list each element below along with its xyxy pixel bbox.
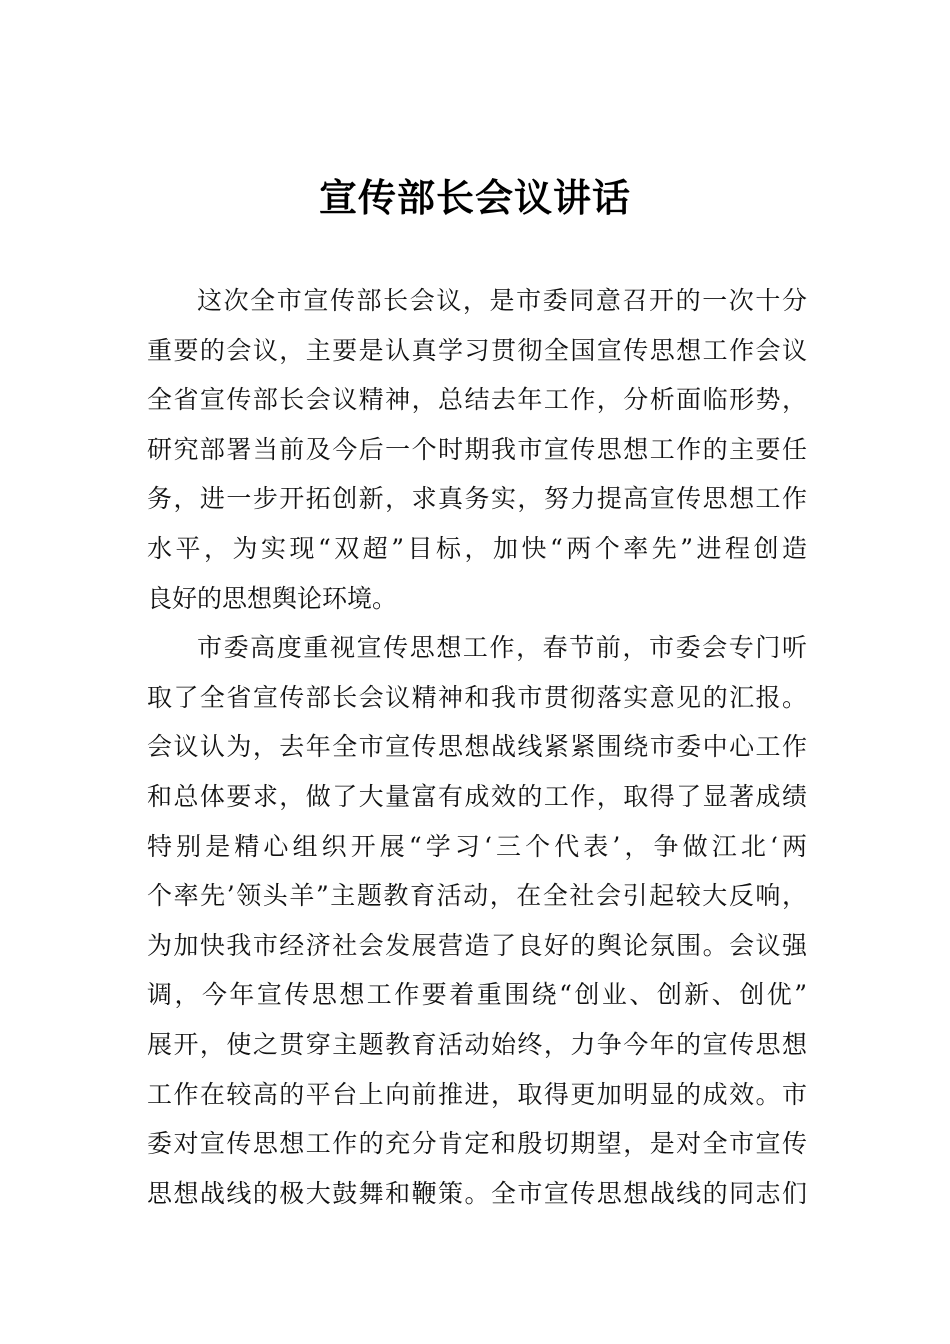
text-line: 良好的思想舆论环境。 xyxy=(147,583,398,613)
paragraph-1 xyxy=(147,276,807,623)
text-line: 为加快我市经济社会发展营造了良好的舆论氛围。会议强 xyxy=(147,930,807,960)
text-line: 特别是精心组织开展“学习‘三个代表’，争做江北‘两 xyxy=(147,831,807,861)
text-line: 这次全市宣传部长会议，是市委同意召开的一次十分 xyxy=(197,286,807,315)
text-line: 水平，为实现“双超”目标，加快“两个率先”进程创造 xyxy=(147,533,807,563)
text-line: 市委高度重视宣传思想工作，春节前，市委会专门听 xyxy=(197,633,807,663)
text-line: 个率先’领头羊”主题教育活动，在全社会引起较大反响， xyxy=(147,881,807,911)
document-title: 宣传部长会议讲话 xyxy=(318,175,631,220)
text-line: 和总体要求，做了大量富有成效的工作，取得了显著成绩 xyxy=(147,781,807,811)
text-line: 重要的会议，主要是认真学习贯彻全国宣传思想工作会议 xyxy=(147,335,807,365)
text-line: 取了全省宣传部长会议精神和我市贯彻落实意见的汇报。 xyxy=(147,682,807,712)
text-line: 研究部署当前及今后一个时期我市宣传思想工作的主要任 xyxy=(147,434,807,464)
text-line: 思想战线的极大鼓舞和鞭策。全市宣传思想战线的同志们 xyxy=(147,1178,807,1208)
text-line: 展开，使之贯穿主题教育活动始终，力争今年的宣传思想 xyxy=(147,1029,807,1059)
text-line: 会议认为，去年全市宣传思想战线紧紧围绕市委中心工作 xyxy=(147,732,807,762)
document-body xyxy=(147,276,807,1218)
text-line: 委对宣传思想工作的充分肯定和殷切期望，是对全市宣传 xyxy=(147,1129,807,1159)
text-line: 工作在较高的平台上向前推进，取得更加明显的成效。市 xyxy=(147,1079,807,1109)
paragraph-2 xyxy=(147,623,807,1218)
text-line: 调，今年宣传思想工作要着重围绕“创业、创新、创优” xyxy=(147,980,807,1010)
text-line: 务，进一步开拓创新，求真务实，努力提高宣传思想工作 xyxy=(147,484,807,514)
text-line: 全省宣传部长会议精神，总结去年工作，分析面临形势， xyxy=(147,385,807,415)
